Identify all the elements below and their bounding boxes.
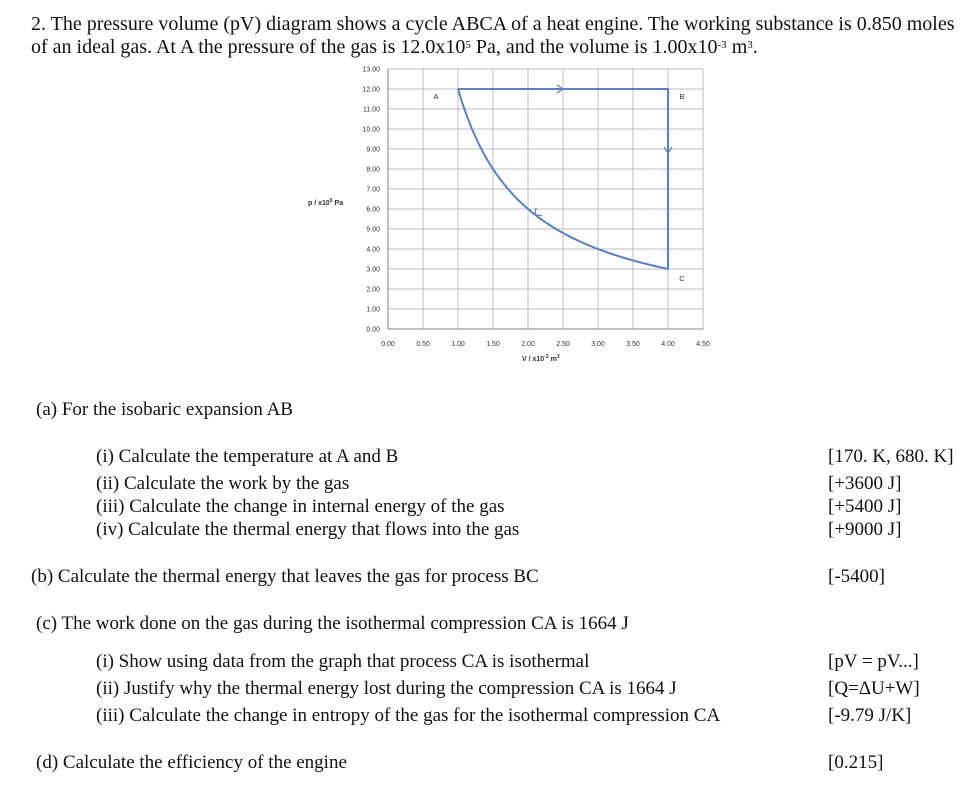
- y-tick-label: 6.00: [366, 206, 380, 214]
- part-d: (d) Calculate the efficiency of the engine: [36, 752, 347, 773]
- y-tick-label: 8.00: [366, 166, 380, 174]
- part-a-ii: (ii) Calculate the work by the gas: [96, 473, 350, 494]
- y-axis-label: p / $x10^5$ Pa: [308, 198, 344, 207]
- x-tick-label: 1.00: [451, 341, 465, 348]
- x-axis-label: V / $x10^{-3}$ $m^3$: [522, 354, 560, 363]
- problem-number: 2.: [31, 13, 46, 35]
- part-c-i: (i) Show using data from the graph that process CA is isothermal: [96, 651, 590, 672]
- exp-volume: -3: [717, 39, 727, 51]
- x-tick-label: 4.50: [696, 341, 710, 348]
- part-a-iv: (iv) Calculate the thermal energy that flows into the gas: [96, 519, 520, 540]
- point-label-b: B: [679, 92, 685, 101]
- y-tick-label: 1.00: [366, 306, 380, 314]
- x-tick-label: 4.00: [661, 341, 675, 348]
- y-tick-labels: [362, 67, 380, 334]
- problem-text-2c: m: [726, 36, 748, 58]
- x-tick-label: 1.50: [486, 341, 500, 348]
- exp-cubic: 3: [747, 39, 753, 51]
- answer-a-iv: [+9000 J]: [828, 519, 902, 540]
- y-tick-label: 13.00: [362, 66, 380, 74]
- y-tick-label: 4.00: [366, 246, 380, 254]
- y-tick-label: 3.00: [366, 266, 380, 274]
- part-a-i: (i) Calculate the temperature at A and B: [96, 446, 399, 467]
- y-tick-label: 12.00: [362, 86, 380, 94]
- problem-line-2: [31, 37, 758, 58]
- problem-text-2: of an ideal gas. At A the pressure of the gas is 12.0x10: [31, 36, 466, 58]
- y-tick-label: 2.00: [366, 286, 380, 294]
- x-tick-label: 0.50: [416, 341, 430, 348]
- part-c-iii: (iii) Calculate the change in entropy of the gas for the isothermal compression CA: [96, 705, 721, 726]
- y-tick-label: 11.00: [363, 106, 380, 114]
- y-tick-label: 5.00: [366, 226, 380, 234]
- part-a-iii: (iii) Calculate the change in internal energy of the gas: [96, 496, 505, 517]
- answer-d: [0.215]: [828, 752, 884, 773]
- x-tick-label: 2.50: [556, 341, 570, 348]
- problem-line-1: [31, 14, 955, 35]
- answer-b: [-5400]: [828, 566, 885, 587]
- part-a-heading: (a) For the isobaric expansion AB: [36, 399, 293, 420]
- part-b: (b) Calculate the thermal energy that leaves the gas for process BC: [31, 566, 539, 587]
- part-c-heading: (c) The work done on the gas during the isothermal compression CA is 1664 J: [36, 613, 629, 634]
- y-tick-label: 0.00: [366, 326, 380, 334]
- point-label-a: A: [433, 92, 439, 101]
- y-tick-label: 7.00: [366, 186, 380, 194]
- x-tick-label: 3.50: [626, 341, 640, 348]
- part-c-ii: (ii) Justify why the thermal energy lost during the compression CA is 1664 J: [96, 678, 677, 699]
- y-tick-label: 9.00: [366, 146, 380, 154]
- x-tick-labels: [381, 341, 710, 348]
- answer-c-iii: [-9.79 J/K]: [828, 705, 912, 726]
- answer-c-i: [pV = pV...]: [828, 651, 919, 672]
- problem-text-1: The pressure volume (pV) diagram shows a cycle ABCA of a heat engine. The working substance is 0.850 moles: [50, 13, 955, 35]
- point-labels: [433, 92, 685, 283]
- answer-a-ii: [+3600 J]: [828, 473, 902, 494]
- x-tick-label: 3.00: [591, 341, 605, 348]
- x-tick-label: 2.00: [521, 341, 535, 348]
- x-tick-label: 0.00: [381, 341, 395, 348]
- y-tick-label: 10.00: [362, 126, 380, 134]
- exp-pressure: 5: [465, 39, 471, 51]
- answer-a-i: [170. K, 680. K]: [828, 446, 954, 467]
- chart-axes: [388, 69, 703, 329]
- pv-diagram: [300, 58, 720, 378]
- chart-grid: [388, 69, 703, 329]
- problem-text-2b: Pa, and the volume is 1.00x10: [470, 36, 718, 58]
- cycle-path: [458, 85, 672, 269]
- point-label-c: C: [679, 274, 685, 283]
- answer-a-iii: [+5400 J]: [828, 496, 902, 517]
- answer-c-ii: [Q=ΔU+W]: [828, 678, 920, 699]
- problem-text-2d: .: [752, 36, 758, 58]
